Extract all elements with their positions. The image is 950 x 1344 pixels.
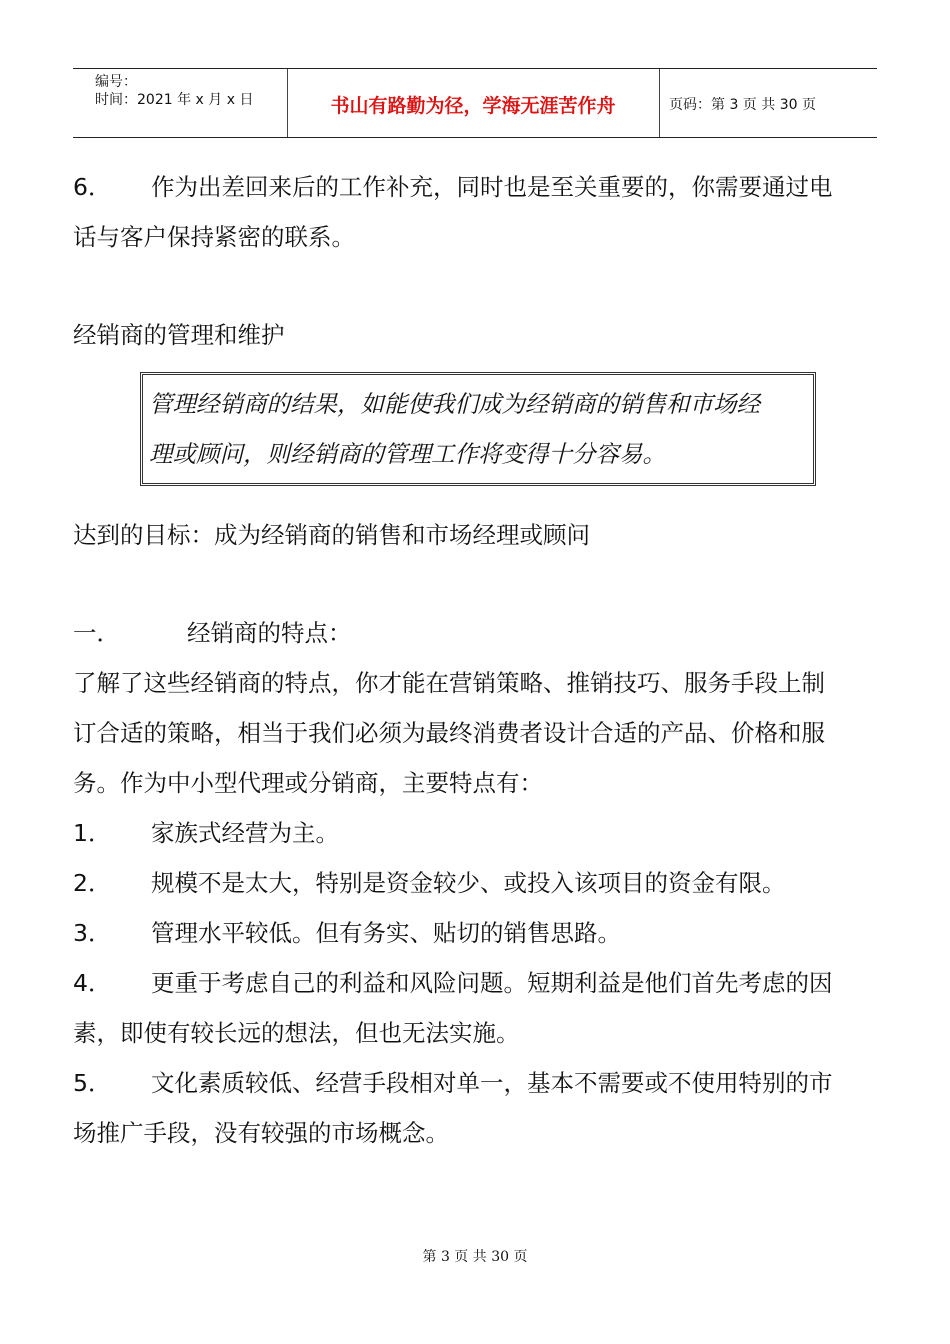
list-item-text: 规模不是太大，特别是资金较少、或投入该项目的资金有限。 bbox=[151, 869, 786, 897]
list-item-text: 家族式经营为主。 bbox=[151, 819, 339, 847]
header-page-info: 页码：第 3 页 共 30 页 bbox=[669, 97, 816, 113]
list-item-number: 2． bbox=[73, 869, 112, 897]
header-number-label: 编号： bbox=[95, 74, 137, 90]
document-body bbox=[73, 162, 893, 1158]
list-item-number: 3． bbox=[73, 919, 112, 947]
list-item-3 bbox=[73, 908, 893, 958]
intro-line-1: 了解了这些经销商的特点，你才能在营销策略、推销技巧、服务手段上制 bbox=[73, 669, 825, 697]
page-header bbox=[73, 68, 877, 138]
list-item-text: 文化素质较低、经营手段相对单一，基本不需要或不使用特别的市 bbox=[151, 1069, 833, 1097]
header-divider-right bbox=[659, 69, 660, 137]
spacer bbox=[73, 560, 893, 608]
list-item-number: 5． bbox=[73, 1069, 112, 1097]
header-meta bbox=[95, 73, 253, 109]
list-item-1 bbox=[73, 808, 893, 858]
spacer bbox=[73, 262, 893, 310]
heading-one-mark: 一． bbox=[73, 619, 120, 647]
list-item-text: 更重于考虑自己的利益和风险问题。短期利益是他们首先考虑的因 bbox=[151, 969, 833, 997]
heading-one-text: 经销商的特点： bbox=[187, 619, 352, 647]
list-item-5-continuation: 场推广手段，没有较强的市场概念。 bbox=[73, 1119, 449, 1147]
section-title: 经销商的管理和维护 bbox=[73, 321, 285, 349]
goal-statement: 达到的目标：成为经销商的销售和市场经理或顾问 bbox=[73, 521, 590, 549]
list-item-number: 4． bbox=[73, 969, 112, 997]
item-6-number: 6． bbox=[73, 173, 112, 201]
list-item-4 bbox=[73, 958, 893, 1008]
list-item-2 bbox=[73, 858, 893, 908]
intro-line-2: 订合适的策略，相当于我们必须为最终消费者设计合适的产品、价格和服 bbox=[73, 719, 825, 747]
header-motto: 书山有路勤为径，学海无涯苦作舟 bbox=[330, 95, 616, 117]
list-item-5 bbox=[73, 1058, 893, 1108]
quote-line-2: 理或顾问，则经销商的管理工作将变得十分容易。 bbox=[149, 440, 666, 468]
item-6-text: 作为出差回来后的工作补充，同时也是至关重要的，你需要通过电 bbox=[151, 173, 833, 201]
list-item-number: 1． bbox=[73, 819, 112, 847]
list-item-text: 管理水平较低。但有务实、贴切的销售思路。 bbox=[151, 919, 621, 947]
list-item-4-continuation: 素，即使有较长远的想法，但也无法实施。 bbox=[73, 1019, 520, 1047]
quote-box bbox=[140, 372, 816, 486]
intro-line-3: 务。作为中小型代理或分销商，主要特点有： bbox=[73, 769, 543, 797]
header-date-label: 时间：2021 年 x 月 x 日 bbox=[95, 92, 254, 108]
item-6-continuation: 话与客户保持紧密的联系。 bbox=[73, 223, 355, 251]
heading-one bbox=[73, 608, 893, 658]
page-footer: 第 3 页 共 30 页 bbox=[422, 1249, 528, 1265]
quote-line-1: 管理经销商的结果，如能使我们成为经销商的销售和市场经 bbox=[149, 390, 760, 418]
item-6 bbox=[73, 162, 893, 212]
